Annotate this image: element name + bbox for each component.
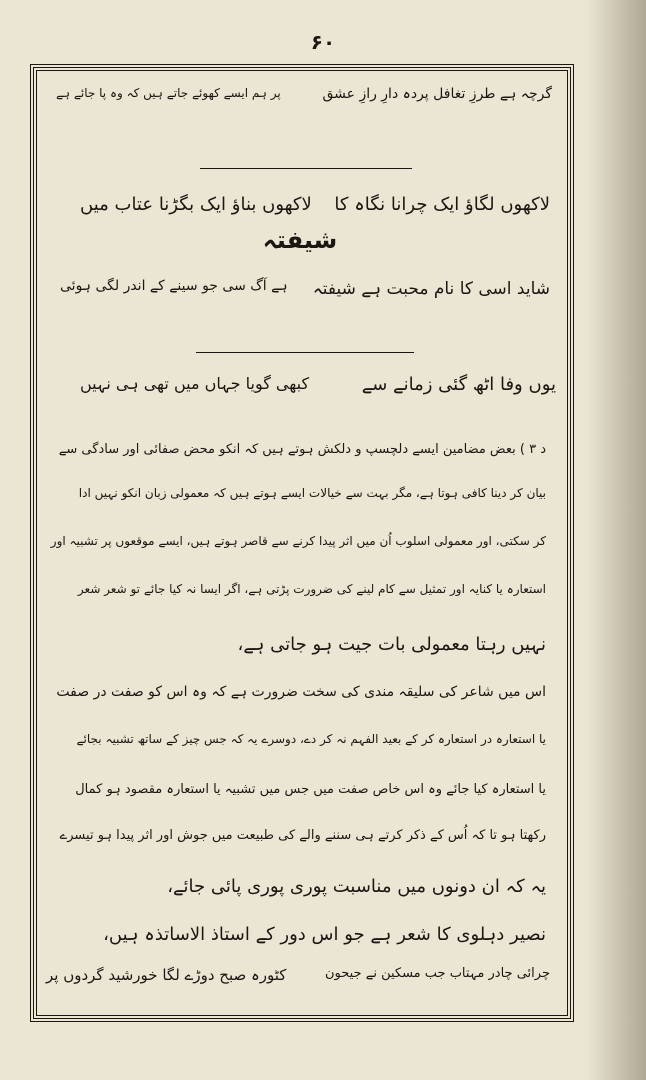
paragraph-2-line: اس میں شاعر کی سلیقہ مندی کی سخت ضرورت ہے کہ وہ اس کو صفت در صفت	[56, 684, 546, 700]
couplet-4-second-line: کبھی گویا جہاں میں تھی ہی نہیں	[80, 374, 310, 393]
paragraph-1-line: د ۳ ) بعض مضامین ایسے دلچسپ و دلکش ہوتے ہیں کہ انکو محض صفائی اور سادگی سے	[58, 442, 546, 457]
couplet-5-first-line: چرائی چادر مہتاب جب مسکین نے جیحون	[324, 966, 550, 981]
couplet-3-second-line: ہے آگ سی جو سینے کے اندر لگی ہوئی	[60, 278, 288, 294]
couplet-4	[80, 374, 556, 395]
paragraph-1-line: کر سکتی، اور معمولی اسلوب اُن میں اثر پیدا کرنے سے قاصر ہوتے ہیں، ایسے موقعوں پر تشبیہ اور	[50, 534, 546, 548]
couplet-2-first-line: لاکھوں لگاؤ ایک چرانا نگاہ کا	[334, 194, 550, 215]
paragraph-2-line: یا استعارہ کیا جائے وہ اس خاص صفت میں جس میں تشبیہ یا استعارہ مقصود ہو کمال	[75, 782, 546, 797]
paragraph-1-line: استعارہ یا کنایہ اور تمثیل سے کام لینے کی ضرورت پڑتی ہے، اگر ایسا نہ کیا جائے تو شعر شعر	[77, 582, 546, 596]
couplet-3-first-line: شاید اسی کا نام محبت ہے شیفتہ	[312, 279, 550, 299]
paragraph-2-line: یہ کہ ان دونوں میں مناسبت پوری پوری پائی جائے،	[167, 876, 546, 897]
paragraph-2-line: رکھتا ہو تا کہ اُس کے ذکر کرتے ہی سننے والے کی طبیعت میں جوش اور اثر پیدا ہو تیسرے	[59, 828, 546, 843]
page-number: ۶۰	[310, 30, 336, 54]
poet-heading: شیفتہ	[262, 226, 338, 254]
divider-1	[200, 168, 412, 169]
couplet-2	[80, 194, 550, 215]
couplet-1-second-line: پر ہم ایسے کھوئے جاتے ہیں کہ وہ پا جائے ہے	[56, 86, 281, 100]
paragraph-1-line: نہیں رہتا معمولی بات جیت ہو جاتی ہے،	[237, 634, 546, 655]
paragraph-3: نصیر دہلوی کا شعر ہے جو اس دور کے استاذ الاساتذہ ہیں،	[103, 924, 546, 945]
page-edge-shadow	[586, 0, 646, 1080]
couplet-1	[56, 86, 552, 102]
couplet-2-second-line: لاکھوں بناؤ ایک بگڑنا عتاب میں	[80, 194, 312, 215]
couplet-5-second-line: کٹورہ صبح دوڑے لگا خورشید گردوں پر	[46, 966, 287, 984]
paragraph-2-line: یا استعارہ در استعارہ کر کے بعید الفہم نہ کر دے، دوسرے یہ کہ جس چیز کے ساتھ تشبیہ بجائے	[76, 732, 546, 746]
couplet-1-first-line: گرچہ ہے طرزِ تغافل پردہ دارِ رازِ عشق	[322, 86, 552, 102]
divider-2	[196, 352, 414, 353]
couplet-4-first-line: یوں وفا اٹھ گئی زمانے سے	[361, 374, 556, 395]
paragraph-1-line: بیان کر دینا کافی ہوتا ہے، مگر بہت سے خیالات ایسے ہوتے ہیں کہ معمولی زبان انکو نہیں ادا	[78, 486, 546, 500]
couplet-3	[60, 278, 550, 299]
couplet-5	[46, 966, 550, 984]
